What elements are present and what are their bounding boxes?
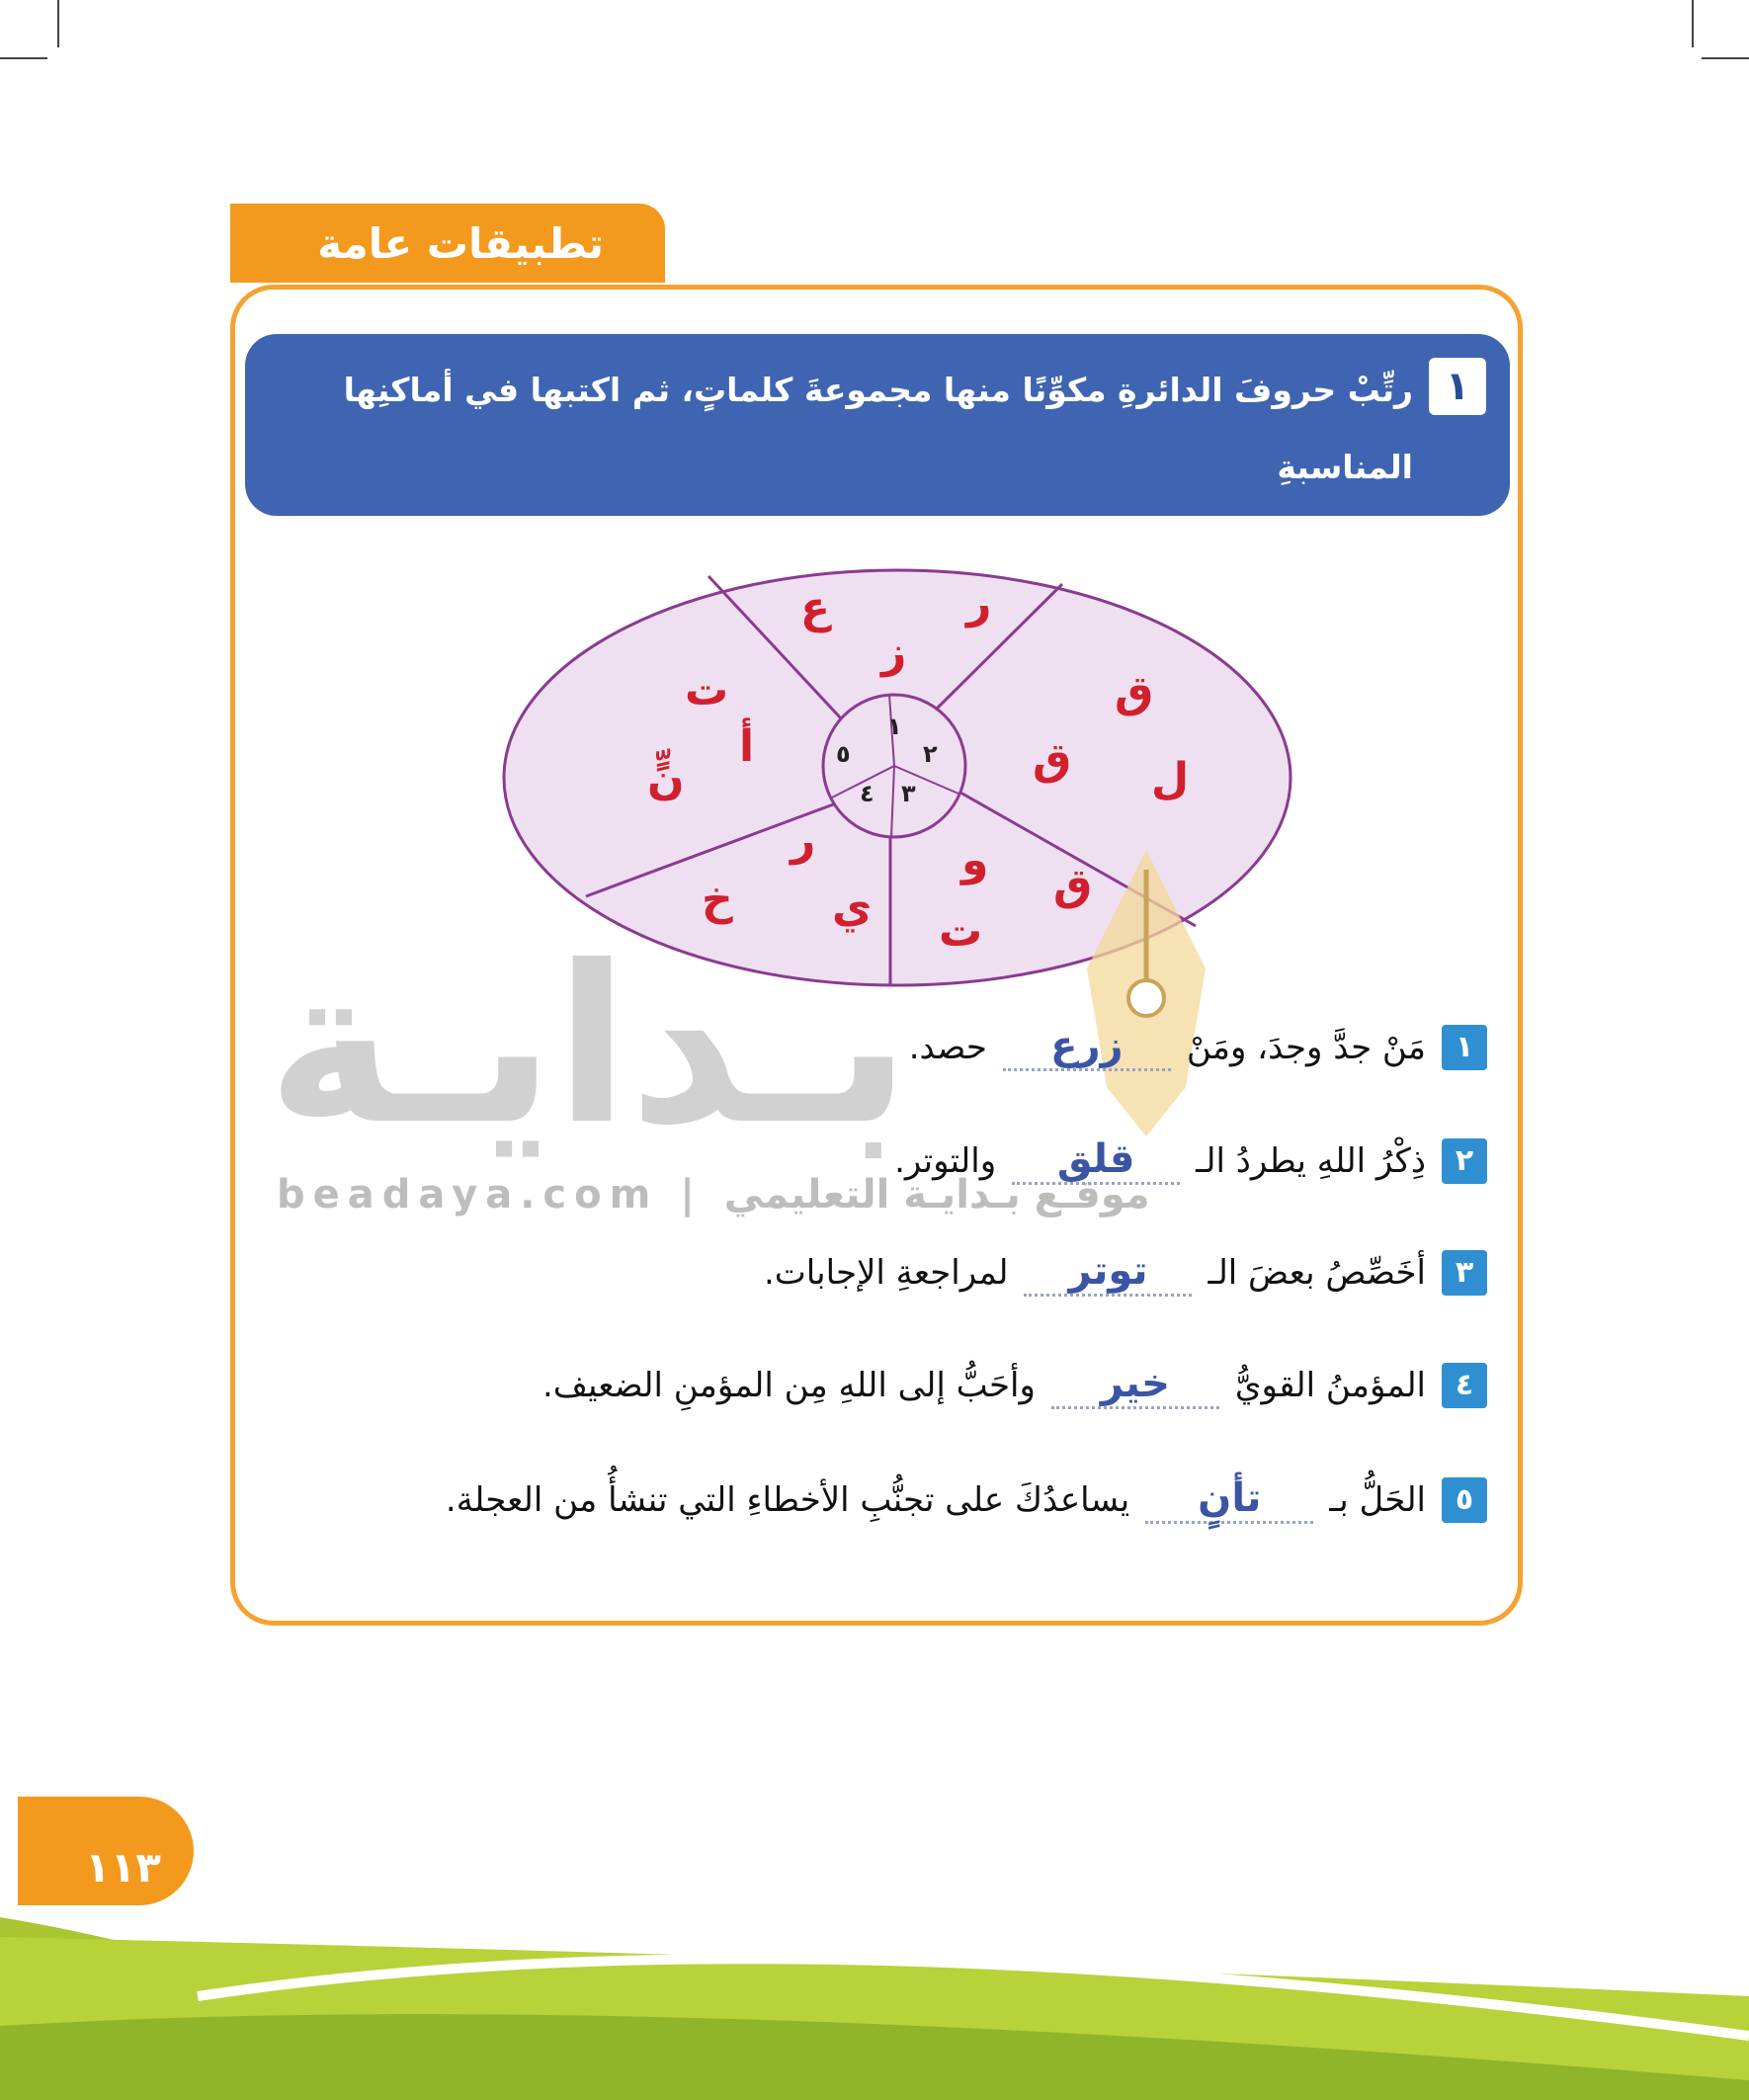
sentence-before: ذِكْرُ اللهِ يطردُ الـ bbox=[1196, 1141, 1426, 1181]
section-title: تطبيقات عامة bbox=[317, 219, 604, 268]
sentence-before: الحَلُّ بـ bbox=[1329, 1480, 1426, 1520]
answer-blank[interactable] bbox=[1024, 1247, 1192, 1297]
answer-blank[interactable] bbox=[1012, 1135, 1180, 1185]
answer-text: خير bbox=[1100, 1360, 1170, 1406]
section-header-tab bbox=[230, 204, 665, 283]
wheel-letter: ل bbox=[1151, 754, 1190, 804]
answer-text: زرع bbox=[1050, 1022, 1124, 1068]
sentence-after: والتوتر. bbox=[894, 1141, 997, 1181]
answer-blank[interactable] bbox=[1003, 1022, 1171, 1071]
crop-mark bbox=[1702, 57, 1749, 59]
pen-nib-icon bbox=[1077, 850, 1215, 1146]
wheel-letter: ت bbox=[685, 665, 729, 715]
sentence-number: ٣ bbox=[1442, 1250, 1487, 1296]
wheel-letter: ق bbox=[1033, 734, 1072, 785]
segment-number: ٥ bbox=[836, 740, 851, 768]
wheel-letter: ر bbox=[966, 578, 992, 629]
answer-blank[interactable] bbox=[1051, 1360, 1219, 1409]
sentence-number: ٥ bbox=[1442, 1477, 1487, 1523]
segment-number: ٣ bbox=[901, 780, 916, 807]
sentence-after: وأحَبُّ إلى اللهِ مِن المؤمنِ الضعيف. bbox=[541, 1366, 1036, 1405]
page-number: ١١٣ bbox=[85, 1843, 161, 1891]
wheel-letter: خ bbox=[702, 875, 733, 925]
wheel-letter: أ bbox=[739, 721, 755, 772]
wheel-letter: ي bbox=[832, 882, 873, 933]
instruction-text bbox=[277, 352, 1413, 583]
sentence-number: ١ bbox=[1442, 1025, 1487, 1070]
sentence-number: ٤ bbox=[1442, 1363, 1487, 1408]
watermark-url: beadaya.com | موقـع بـدايـة التعليمي bbox=[277, 1172, 1150, 1218]
crop-mark bbox=[57, 0, 59, 47]
wheel-letter: ر bbox=[791, 815, 816, 866]
question-number-badge: ١ bbox=[1429, 358, 1486, 415]
sentence-before: مَنْ جدَّ وجدَ، ومَنْ bbox=[1186, 1028, 1426, 1067]
wheel-letter: ز bbox=[881, 628, 907, 678]
wheel-letter: ت bbox=[939, 906, 983, 957]
sentence-row bbox=[542, 1356, 1487, 1415]
sentence-before: أخَصِّصُ بعضَ الـ bbox=[1208, 1253, 1426, 1293]
sentence-row bbox=[446, 1470, 1487, 1530]
sentence-row bbox=[894, 1132, 1487, 1191]
instruction-line-2: بالجُملِ الآتيةِ: bbox=[1197, 525, 1413, 563]
watermark-logo: بـدايـة bbox=[267, 919, 911, 1172]
sentence-after: حصد. bbox=[908, 1028, 987, 1067]
sentence-after: لمراجعةِ الإجابات. bbox=[763, 1253, 1009, 1293]
wheel-letter: ق bbox=[1115, 667, 1154, 717]
answer-text: توتر bbox=[1068, 1247, 1148, 1294]
green-wave-decoration bbox=[0, 1878, 1749, 2100]
wheel-letter: ق bbox=[1053, 860, 1093, 910]
wheel-letter: ع bbox=[800, 583, 831, 633]
instruction-line-1: رتِّبْ حروفَ الدائرةِ مكوِّنًا منها مجموعةَ كلماتٍ، ثم اكتبها في أماكنِها المناسبةِ bbox=[343, 371, 1413, 486]
wheel-letter: و bbox=[961, 835, 989, 885]
sentence-row bbox=[764, 1243, 1487, 1302]
instruction-bar bbox=[245, 334, 1510, 563]
sentence-row bbox=[909, 1018, 1487, 1077]
wheel-letter: نٍّ bbox=[647, 754, 685, 804]
segment-number: ٤ bbox=[860, 780, 874, 807]
answer-text: تأنٍ bbox=[1198, 1474, 1262, 1521]
answer-text: قلق bbox=[1056, 1135, 1135, 1182]
answer-blank[interactable] bbox=[1145, 1474, 1313, 1524]
sentence-number: ٢ bbox=[1442, 1138, 1487, 1184]
sentence-before: المؤمنُ القويُّ bbox=[1234, 1366, 1426, 1405]
segment-number: ٢ bbox=[923, 740, 938, 768]
segment-number: ١ bbox=[887, 713, 902, 740]
crop-mark bbox=[0, 57, 47, 59]
sentence-after: يساعدُكَ على تجنُّبِ الأخطاءِ التي تنشأُ من العجلة. bbox=[445, 1480, 1130, 1520]
crop-mark bbox=[1692, 0, 1694, 47]
